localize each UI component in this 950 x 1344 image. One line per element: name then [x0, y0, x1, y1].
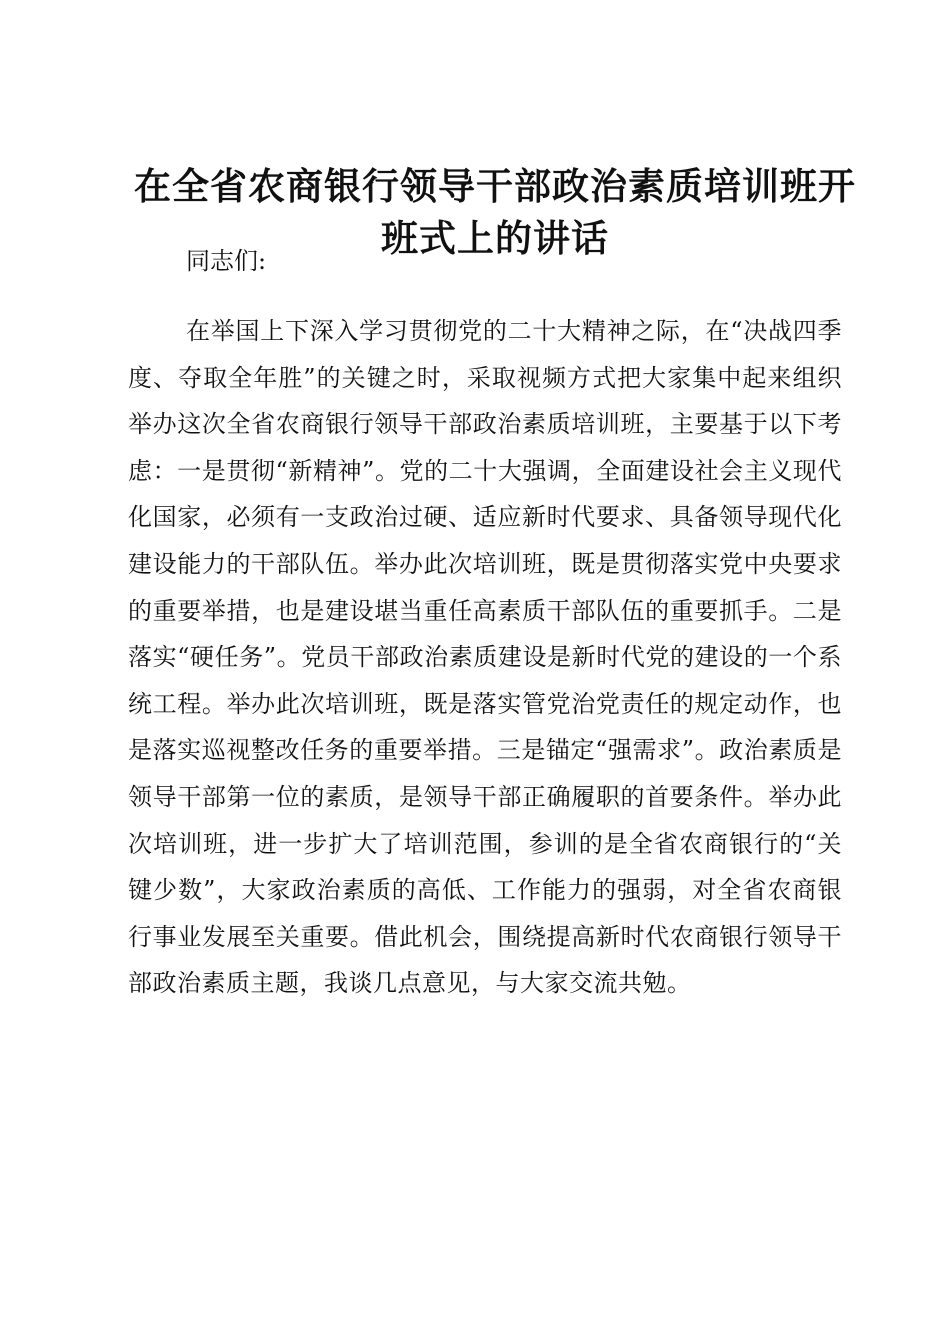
- salutation: 同志们:: [186, 247, 267, 275]
- document-title: 在全省农商银行领导干部政治素质培训班开班式上的讲话: [134, 164, 856, 260]
- body-paragraph: 在举国上下深入学习贯彻党的二十大精神之际，在“决战四季度、夺取全年胜”的关键之时，采取视频方式把大家集中起来组织举办这次全省农商银行领导干部政治素质培训班，主要基于以下考虑：一是贯彻“新精神”。党的二十大强调，全面建设社会主义现代化国家，必须有一支政治过硬、适应新时代要求、具备领导现代化建设能力的干部队伍。举办此次培训班，既是贯彻落实党中央要求的重要举措，也是建设堪当重任高素质干部队伍的重要抓手。二是落实“硬任务”。党员干部政治素质建设是新时代党的建设的一个系统工程。举办此次培训班，既是落实管党治党责任的规定动作，也是落实巡视整改任务的重要举措。三是锚定“强需求”。政治素质是领导干部第一位的素质，是领导干部正确履职的首要条件。举办此次培训班，进一步扩大了培训范围，参训的是全省农商银行的“关键少数”，大家政治素质的高低、工作能力的强弱，对全省农商银行事业发展至关重要。借此机会，围绕提高新时代农商银行领导干部政治素质主题，我谈几点意见，与大家交流共勉。: [128, 317, 842, 998]
